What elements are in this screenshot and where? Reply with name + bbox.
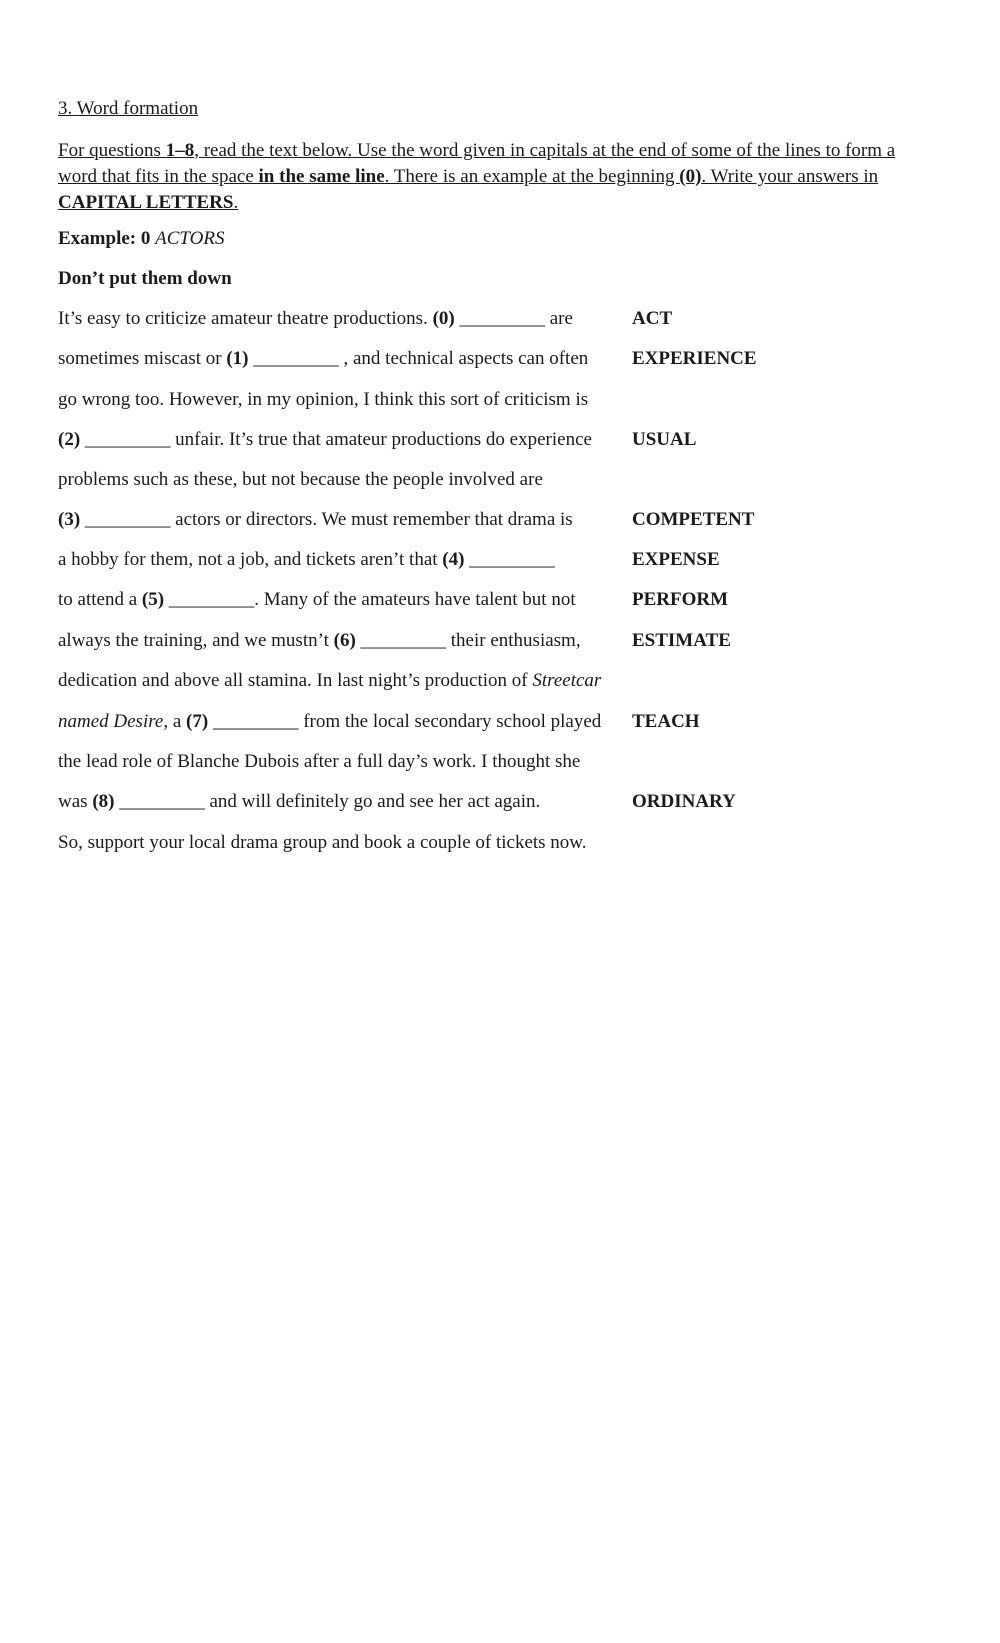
text-segment: a hobby for them, not a job, and tickets aren’t that: [58, 549, 443, 570]
answer-blank[interactable]: _________: [119, 791, 205, 812]
answer-blank[interactable]: _________: [360, 630, 447, 651]
question-number: (1): [226, 348, 249, 369]
keyword: TEACH: [632, 711, 700, 732]
line-text: [58, 348, 588, 370]
text-line: [58, 308, 938, 334]
text-line: [58, 589, 938, 615]
example-label: Example: 0: [58, 228, 151, 249]
text-segment: from the local secondary school played: [298, 711, 602, 732]
play-title: Streetcar: [532, 670, 602, 691]
question-number: (3): [58, 509, 81, 530]
question-number: (0): [432, 308, 455, 329]
text-line: [58, 711, 938, 737]
question-number: (8): [92, 791, 115, 812]
instructions-text: . There is an example at the beginning: [384, 166, 680, 187]
answer-blank[interactable]: _________: [212, 711, 299, 732]
answer-blank[interactable]: _________: [253, 348, 339, 369]
text-segment: , a: [163, 711, 187, 732]
text-line: [58, 832, 938, 858]
text-segment: always the training, and we mustn’t: [58, 630, 334, 651]
text-line: [58, 469, 938, 495]
instructions-text: For questions: [58, 140, 166, 161]
keyword: EXPENSE: [632, 549, 720, 570]
line-text: [58, 791, 540, 813]
answer-blank[interactable]: _________: [168, 589, 255, 610]
instructions-text: , read the text below. Use the word given in capitals at the end of some of the lines to form a word that fits in the space: [58, 140, 896, 187]
line-text: [58, 711, 601, 733]
capital-letters-emphasis: CAPITAL LETTERS: [58, 192, 234, 213]
text-line: [58, 630, 938, 656]
text-segment: actors or directors. We must remember that drama is: [170, 509, 573, 530]
question-number: (6): [333, 630, 356, 651]
keyword: ORDINARY: [632, 791, 736, 812]
line-text: [58, 308, 573, 330]
same-line-emphasis: in the same line: [258, 166, 385, 187]
text-line: [58, 429, 938, 455]
line-text: the lead role of Blanche Dubois after a full day’s work. I thought she: [58, 751, 581, 772]
line-text: [58, 509, 573, 531]
play-title: named Desire: [58, 711, 164, 732]
text-segment: to attend a: [58, 589, 142, 610]
keyword: ACT: [632, 308, 673, 329]
text-line: [58, 549, 938, 575]
text-line: [58, 751, 938, 777]
text-segment: sometimes miscast or: [58, 348, 227, 369]
line-text: So, support your local drama group and book a couple of tickets now.: [58, 832, 587, 853]
keyword: EXPERIENCE: [632, 348, 757, 369]
line-text: [58, 429, 592, 451]
instructions-text: .: [233, 192, 239, 213]
keyword: COMPETENT: [632, 509, 755, 530]
instructions: [58, 138, 938, 216]
text-line: [58, 509, 938, 535]
keyword: PERFORM: [632, 589, 729, 610]
question-number: (2): [58, 429, 81, 450]
keyword: USUAL: [632, 429, 697, 450]
line-text: [58, 589, 576, 611]
text-line: [58, 348, 938, 374]
answer-blank[interactable]: _________: [84, 429, 171, 450]
question-range: 1–8: [165, 140, 195, 161]
line-text: go wrong too. However, in my opinion, I think this sort of criticism is: [58, 389, 589, 410]
answer-blank[interactable]: _________: [459, 308, 545, 329]
text-title: Don’t put them down: [58, 268, 232, 289]
example-line: [58, 228, 224, 250]
text-segment: , and technical aspects can often: [338, 348, 589, 369]
example-answer: ACTORS: [155, 228, 225, 249]
text-segment: It’s easy to criticize amateur theatre productions.: [58, 308, 433, 329]
line-text: [58, 549, 555, 571]
answer-blank[interactable]: _________: [84, 509, 171, 530]
question-number: (4): [442, 549, 465, 570]
question-number: (7): [186, 711, 209, 732]
answer-blank[interactable]: _________: [469, 549, 555, 570]
line-text: [58, 670, 601, 692]
text-line: [58, 389, 938, 415]
keyword: ESTIMATE: [632, 630, 731, 651]
text-segment: dedication and above all stamina. In last night’s production of: [58, 670, 533, 691]
text-segment: are: [544, 308, 573, 329]
question-number: (5): [141, 589, 165, 610]
text-line: [58, 670, 938, 696]
example-reference: (0): [679, 166, 702, 187]
text-line: [58, 791, 938, 817]
text-segment: their enthusiasm,: [446, 630, 581, 651]
instructions-text: . Write your answers in: [701, 166, 879, 187]
text-segment: and will definitely go and see her act again.: [204, 791, 541, 812]
line-text: [58, 630, 581, 652]
line-text: problems such as these, but not because the people involved are: [58, 469, 543, 490]
section-heading: 3. Word formation: [58, 98, 199, 119]
text-segment: . Many of the amateurs have talent but not: [254, 589, 576, 610]
text-segment: was: [58, 791, 93, 812]
text-segment: unfair. It’s true that amateur productions do experience: [170, 429, 592, 450]
